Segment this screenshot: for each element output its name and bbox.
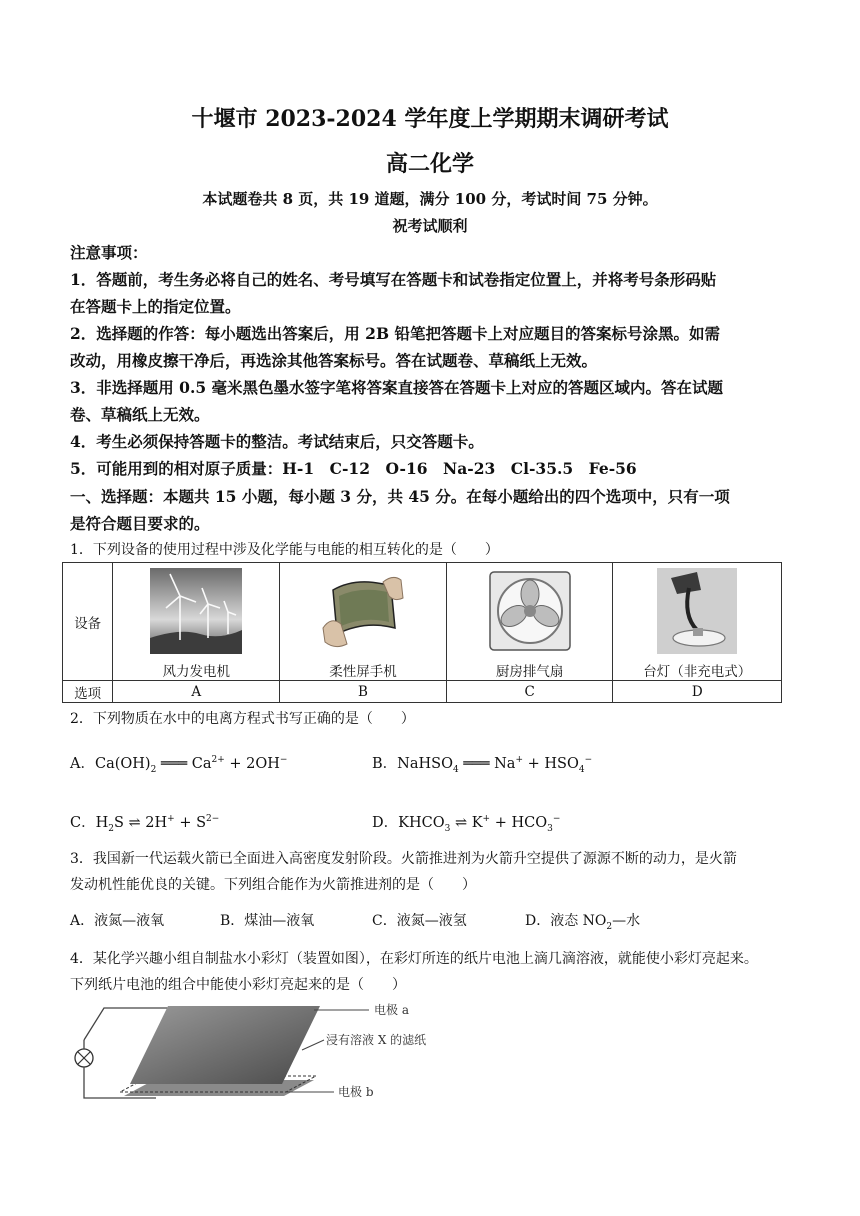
option-letter: B．: [372, 756, 398, 772]
exam-wish: 祝考试顺利: [392, 217, 468, 235]
note-line: 4．考生必须保持答题卡的整洁。考试结束后，只交答题卡。: [70, 432, 484, 451]
q3-option-c: C．液氮—液氢: [372, 913, 467, 929]
device-name: 风力发电机: [162, 663, 230, 680]
q1-stem: 1．下列设备的使用过程中涉及化学能与电能的相互转化的是（ ）: [70, 542, 499, 558]
label-filter-paper: 浸有溶液 X 的滤纸: [326, 1033, 427, 1047]
section-heading: 一、选择题：本题共 15 小题，每小题 3 分，共 45 分。在每小题给出的四个选项中，只有一项: [70, 487, 730, 506]
note-line: 2．选择题的作答：每小题选出答案后，用 2B 铅笔把答题卡上对应题目的答案标号涂黑。如需: [70, 324, 720, 343]
row-label-option: 选项: [63, 681, 113, 703]
option-letter: D: [613, 681, 782, 703]
exam-title: 十堰市 2023-2024 学年度上学期期末调研考试: [191, 106, 669, 132]
q2-option-c: C．$H_2S$ ⇌ $2H^+ + S^{2-}$: [70, 814, 220, 834]
option-letter: B: [280, 681, 447, 703]
device-name: 厨房排气扇: [495, 663, 564, 680]
q4-stem-line1: 4．某化学兴趣小组自制盐水小彩灯（装置如图），在彩灯所连的纸片电池上滴几滴溶液，就能使小彩灯亮起来。: [70, 951, 758, 967]
label-electrode-a: 电极 a: [374, 1003, 409, 1017]
device-cell-a: [113, 563, 280, 681]
option-letter: A: [113, 681, 280, 703]
section-heading: 是符合题目要求的。: [70, 514, 210, 533]
option-letter: D．: [372, 815, 399, 831]
row-label-device: 设备: [63, 563, 113, 681]
option-letter: C．: [70, 815, 96, 831]
exam-subject: 高二化学: [385, 151, 474, 177]
device-cell-c: [446, 563, 613, 681]
option-letter: A．: [70, 756, 95, 772]
note-line: 1．答题前，考生务必将自己的姓名、考号填写在答题卡和试卷指定位置上，并将考号条形码贴: [70, 270, 717, 289]
q3-option-a: A．液氮—液氧: [70, 913, 165, 929]
note-line: 在答题卡上的指定位置。: [70, 297, 241, 316]
q2-stem: 2．下列物质在水中的电离方程式书写正确的是（ ）: [70, 711, 415, 727]
option-text: D．液态: [525, 913, 579, 929]
wind-turbine-icon: [150, 568, 242, 654]
q3-stem-line1: 3．我国新一代运载火箭已全面进入高密度发射阶段。火箭推进剂为火箭升空提供了源源不断的动力，是火箭: [70, 851, 737, 867]
exhaust-fan-icon: [488, 568, 572, 654]
option-text: —水: [612, 913, 641, 929]
desk-lamp-icon: [657, 568, 737, 654]
q1-device-table: [62, 562, 782, 703]
flexible-phone-icon: [317, 568, 409, 654]
notes-heading: 注意事项：: [70, 243, 148, 262]
q2-option-b: B．NaHSO$_4$ ═══ $Na^+ + HSO_4^-$: [372, 755, 593, 775]
exam-info: 本试题卷共 8 页，共 19 道题，满分 100 分，考试时间 75 分钟。: [202, 190, 658, 208]
device-name: 台灯（非充电式）: [643, 663, 752, 680]
q3-stem-line2: 发动机性能优良的关键。下列组合能作为火箭推进剂的是（ ）: [70, 877, 476, 893]
q3-option-d: D．液态 $NO_2—$水: [525, 913, 641, 932]
note-line: 3．非选择题用 0.5 毫米黑色墨水签字笔将答案直接答在答题卡上对应的答题区域内。答在试题: [70, 378, 724, 397]
device-cell-b: [280, 563, 447, 681]
device-name: 柔性屏手机: [329, 663, 397, 680]
paper-battery-diagram: [64, 1000, 464, 1110]
option-letter: C: [446, 681, 613, 703]
label-electrode-b: 电极 b: [338, 1085, 374, 1099]
note-line: 卷、草稿纸上无效。: [70, 405, 210, 424]
note-line: 5．可能用到的相对原子质量：H-1 C-12 O-16 Na-23 Cl-35.5 Fe-56: [70, 459, 637, 478]
q3-option-b: B．煤油—液氧: [220, 913, 315, 929]
q4-stem-line2: 下列纸片电池的组合中能使小彩灯亮起来的是（ ）: [70, 977, 406, 993]
q2-option-d: D．$KHCO_3$ ⇌ $K^+ + HCO_3^-$: [372, 814, 561, 834]
device-cell-d: [613, 563, 782, 681]
q2-option-a: A．$Ca(OH)_2$ ═══ $Ca^{2+} + 2OH^-$: [70, 755, 288, 775]
note-line: 改动，用橡皮擦干净后，再选涂其他答案标号。答在试题卷、草稿纸上无效。: [70, 351, 598, 370]
